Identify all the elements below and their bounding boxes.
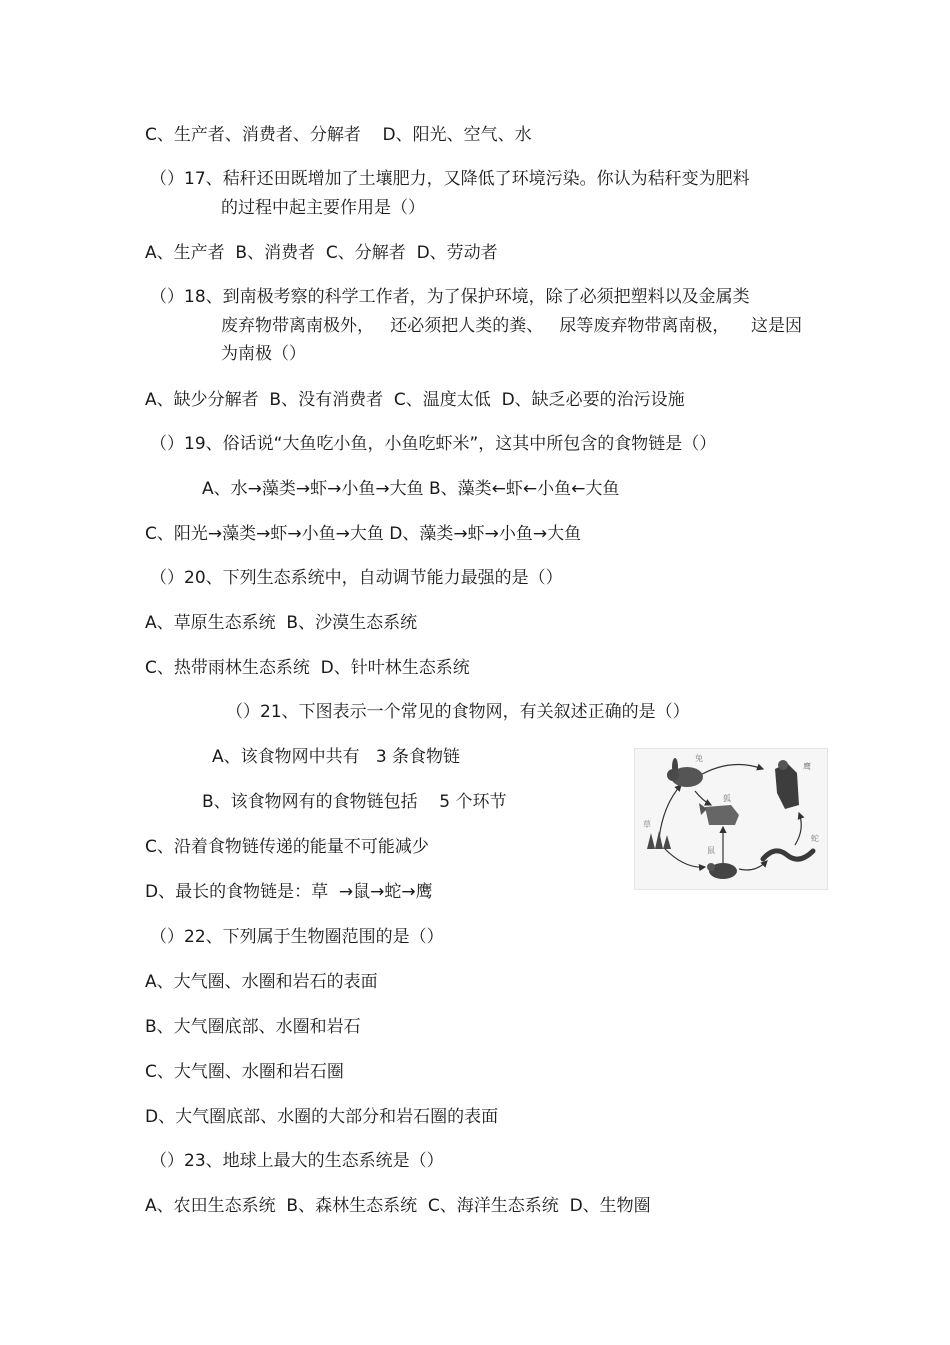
question-20-line-1: （）20、下列生态系统中，自动调节能力最强的是（） [150, 568, 563, 588]
label-fox: 狐 [723, 794, 731, 803]
arrow-grass-to-rabbit [659, 785, 681, 839]
question-19-options-cd: C、阳光→藻类→虾→小鱼→大鱼 D、藻类→虾→小鱼→大鱼 [145, 524, 582, 544]
question-21-option-c: C、沿着食物链传递的能量不可能减少 [145, 837, 429, 857]
question-18-options: A、缺少分解者 B、没有消费者 C、温度太低 D、缺乏必要的治污设施 [145, 390, 685, 410]
label-rabbit: 兔 [695, 754, 703, 763]
question-22-option-a: A、大气圈、水圈和岩石的表面 [145, 972, 378, 992]
arrow-rabbit-to-fox [695, 791, 711, 805]
question-21-option-d: D、最长的食物链是：草 →鼠→蛇→鹰 [145, 882, 433, 902]
question-20-options-ab: A、草原生态系统 B、沙漠生态系统 [145, 613, 418, 633]
label-mouse: 鼠 [707, 846, 715, 855]
mouse-icon [707, 863, 737, 879]
label-grass: 草 [643, 820, 651, 829]
question-19-options-ab: A、水→藻类→虾→小鱼→大鱼 B、藻类←虾←小鱼←大鱼 [202, 479, 620, 499]
arrow-rabbit-to-eagle [697, 765, 763, 778]
arrow-snake-to-eagle [795, 813, 801, 845]
grass-icon [647, 831, 671, 849]
food-web-diagram [635, 749, 827, 889]
question-19-line-1: （）19、俗话说“大鱼吃小鱼，小鱼吃虾米”，这其中所包含的食物链是（） [150, 434, 717, 454]
text-line-0: C、生产者、消费者、分解者 D、阳光、空气、水 [145, 125, 532, 145]
eagle-icon [775, 760, 799, 809]
food-web-figure [634, 748, 828, 890]
question-22-option-b: B、大气圈底部、水圈和岩石 [145, 1017, 361, 1037]
question-17-options: A、生产者 B、消费者 C、分解者 D、劳动者 [145, 243, 498, 263]
label-snake: 蛇 [811, 834, 819, 843]
question-21-option-b: B、该食物网有的食物链包括 5 个环节 [202, 792, 507, 812]
arrow-grass-to-mouse [665, 849, 705, 867]
label-eagle: 鹰 [803, 762, 811, 771]
question-18-line-1: （）18、到南极考察的科学工作者，为了保护环境，除了必须把塑料以及金属类 [150, 287, 750, 307]
question-20-options-cd: C、热带雨林生态系统 D、针叶林生态系统 [145, 658, 470, 678]
fox-icon [699, 803, 739, 825]
question-18-line-3: 为南极（） [221, 344, 306, 364]
snake-icon [763, 851, 813, 859]
question-17-line-2: 的过程中起主要作用是（） [221, 198, 425, 218]
question-22-line-1: （）22、下列属于生物圈范围的是（） [150, 927, 444, 947]
arrow-mouse-to-snake [739, 861, 767, 870]
question-23-line-1: （）23、地球上最大的生态系统是（） [150, 1151, 444, 1171]
question-23-options: A、农田生态系统 B、森林生态系统 C、海洋生态系统 D、生物圈 [145, 1196, 651, 1216]
question-17-line-1: （）17、秸秆还田既增加了土壤肥力，又降低了环境污染。你认为秸秆变为肥料 [150, 169, 750, 189]
question-21-line-1: （）21、下图表示一个常见的食物网，有关叙述正确的是（） [226, 702, 690, 722]
question-18-line-2: 废弃物带离南极外， 还必须把人类的粪、 尿等废弃物带离南极， 这是因 [221, 316, 803, 336]
question-22-option-c: C、大气圈、水圈和岩石圈 [145, 1062, 344, 1082]
question-21-option-a: A、该食物网中共有 3 条食物链 [212, 747, 461, 767]
question-22-option-d: D、大气圈底部、水圈的大部分和岩石圈的表面 [145, 1107, 499, 1127]
